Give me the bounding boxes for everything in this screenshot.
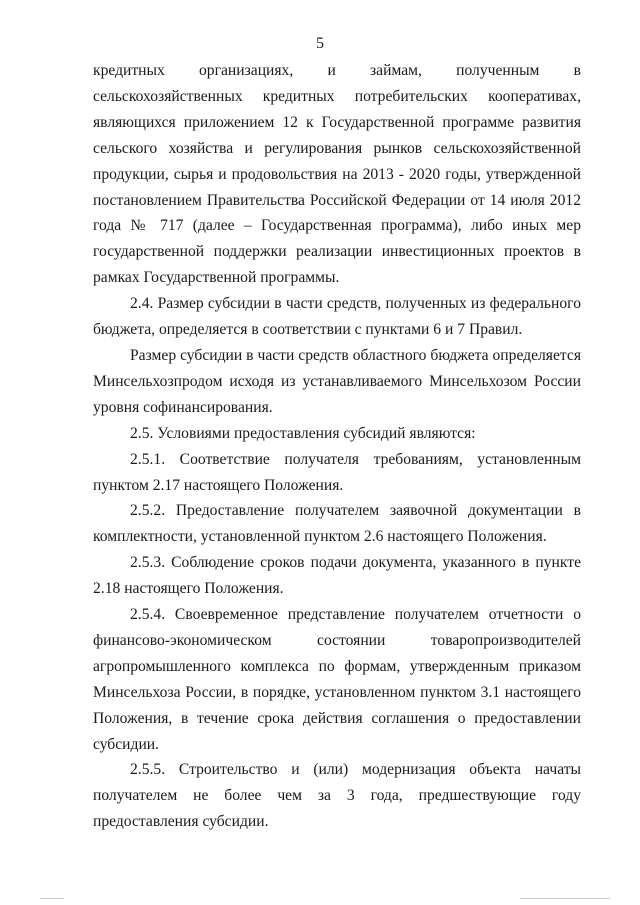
paragraph-2-5: 2.5. Условиями предоставления субсидий являются:	[130, 424, 476, 442]
paragraph-2-5-1: 2.5.1. Соответствие получателя требованиям, установленным пунктом 2.17 настоящего Положения.	[93, 450, 581, 494]
paragraph-regional-budget: Размер субсидии в части средств областного бюджета определяется Минсельхозпродом исходя из устанавливаемого Минсельхозом России уровня софинансирования.	[93, 346, 581, 416]
paragraph-2-5-4: 2.5.4. Своевременное представление получателем отчетности о финансово-экономическом состоянии товаропроизводителей агропромышленного комплекса по формам, утвержденным приказом Минсельхоза России, в порядке, установленном пунктом 3.1 настоящего Положения, в течение срока действия соглашения о предоставлении субсидии.	[93, 606, 581, 753]
document-body	[93, 58, 581, 835]
paragraph-2-5-5: 2.5.5. Строительство и (или) модернизация объекта начаты получателем не более чем за 3 года, предшествующие году предоставления субсидии.	[93, 761, 581, 831]
scan-edge-mark-left	[40, 898, 64, 899]
paragraph-2-5-3: 2.5.3. Соблюдение сроков подачи документа, указанного в пункте 2.18 настоящего Положения.	[93, 554, 581, 598]
paragraph-2-5-2: 2.5.2. Предоставление получателем заявочной документации в комплектности, установленной пунктом 2.6 настоящего Положения.	[93, 502, 581, 546]
scan-edge-mark-right	[520, 898, 610, 899]
paragraph-2-4: 2.4. Размер субсидии в части средств, полученных из федерального бюджета, определяется в соответствии с пунктами 6 и 7 Правил.	[93, 295, 581, 339]
paragraph-continuation: кредитных организациях, и займам, полученным в сельскохозяйственных кредитных потребительских кооперативах, являющихся приложением 12 к Государственной программе развития сельского хозяйства и регулирования рынков сельскохозяйственной продукции, сырья и продовольствия на 2013 - 2020 годы, утвержденной постановлением Правительства Российской Федерации от 14 июля 2012 года № 717 (далее – Государственная программа), либо иных мер государственной поддержки реализации инвестиционных проектов в рамках Государственной программы.	[93, 62, 581, 287]
page-number: 5	[316, 35, 324, 52]
